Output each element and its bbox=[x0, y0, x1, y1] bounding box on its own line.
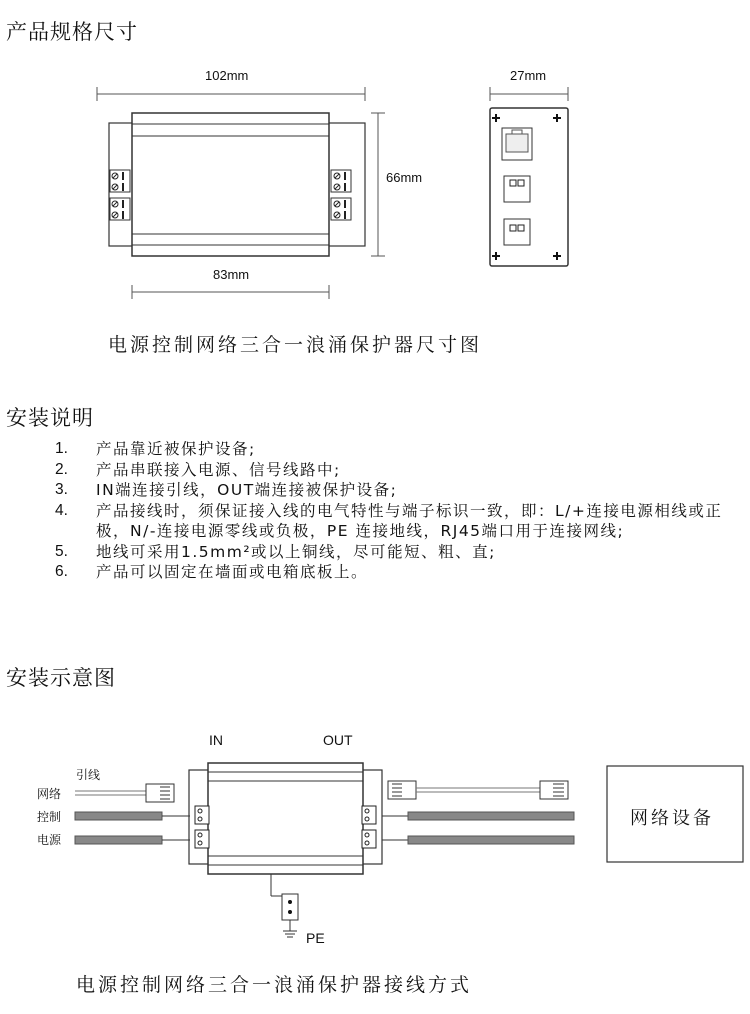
ground-icon bbox=[283, 920, 297, 937]
in-label: IN bbox=[209, 732, 223, 748]
control-cable-out bbox=[408, 812, 574, 820]
list-item: 5. 地线可采用1.5mm²或以上铜线，尽可能短、粗、直; bbox=[55, 542, 496, 561]
list-item: 3. IN端连接引线，OUT端连接被保护设备; bbox=[55, 481, 398, 499]
list-item: 2. 产品串联接入电源、信号线路中; bbox=[55, 460, 341, 479]
depth-dimension-label: 27mm bbox=[510, 68, 547, 83]
network-device-label: 网络设备 bbox=[630, 808, 714, 829]
rj45-plug-icon bbox=[388, 781, 568, 799]
width-dimension-label: 102mm bbox=[205, 68, 249, 83]
control-label: 控制 bbox=[37, 810, 62, 824]
spec-section-title: 产品规格尺寸 bbox=[6, 20, 138, 44]
pe-label: PE bbox=[306, 930, 325, 946]
list-item: 4. 产品接线时，须保证接入线的电气特性与端子标识一致，即：L/+连接电源相线或正极，N/-连接电源零线或负极，PE 连接地线，RJ45端口用于连接网线; bbox=[55, 501, 723, 540]
list-item: 6. 产品可以固定在墙面或电箱底板上。 bbox=[55, 563, 369, 581]
install-steps bbox=[0, 439, 744, 583]
rj45-plug-icon bbox=[75, 784, 174, 802]
network-label: 网络 bbox=[37, 787, 62, 801]
out-label: OUT bbox=[323, 732, 353, 748]
inner-width-dimension-label: 83mm bbox=[213, 267, 250, 282]
housing-body bbox=[208, 763, 363, 874]
install-section-title: 安装说明 bbox=[6, 406, 94, 430]
control-cable bbox=[75, 812, 162, 820]
wiring-caption: 电源控制网络三合一浪涌保护器接线方式 bbox=[76, 974, 473, 996]
power-label: 电源 bbox=[37, 833, 62, 847]
rj45-port-icon bbox=[502, 128, 532, 160]
power-cable bbox=[75, 836, 162, 844]
power-cable-out bbox=[408, 836, 574, 844]
housing-body bbox=[132, 113, 329, 256]
pe-terminal bbox=[282, 894, 298, 920]
lead-label: 引线 bbox=[76, 768, 101, 782]
list-item: 1. 产品靠近被保护设备; bbox=[55, 440, 256, 458]
dimension-caption: 电源控制网络三合一浪涌保护器尺寸图 bbox=[108, 334, 483, 356]
height-dimension-label: 66mm bbox=[386, 170, 423, 185]
diagram-section-title: 安装示意图 bbox=[6, 666, 116, 690]
